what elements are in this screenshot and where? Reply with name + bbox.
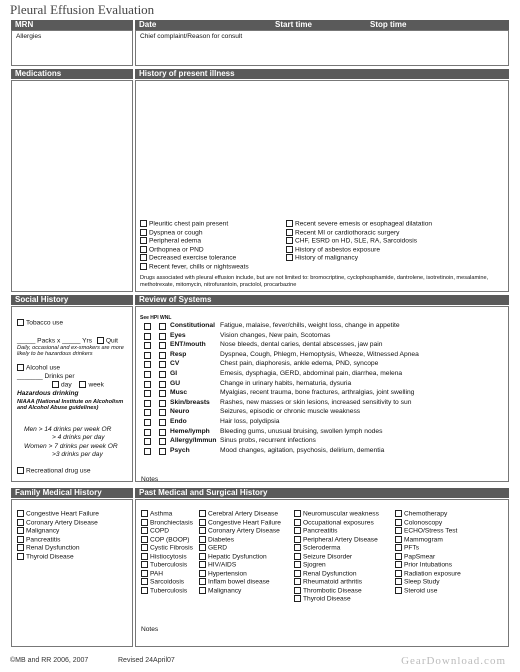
pmh-item[interactable]: Sjogren: [294, 561, 379, 570]
pmh-item[interactable]: ECHO/Stress Test: [395, 527, 461, 536]
hazardous-title: Hazardous drinking: [17, 390, 79, 397]
niaaa-note: NIAAA (National Institute on Alcoholism and Alcohol Abuse guidelines): [17, 399, 124, 412]
ros-description: Mood changes, agitation, psychosis, delirium, dementia: [220, 446, 385, 454]
ros-notes-label: Notes: [141, 476, 159, 483]
pmh-item[interactable]: Thrombotic Disease: [294, 587, 379, 596]
checkbox-icon[interactable]: [144, 429, 151, 436]
checkbox-icon[interactable]: [140, 229, 147, 236]
checkbox-icon[interactable]: [144, 438, 151, 445]
drugs-note: Drugs associated with pleural effusion include, but are not limited to: bromocriptine, cyclophosphamide, dantrolene, isotretinoin, mesalamine, methotrexate, mitomycin, nitrofurantoin, practolol, procarbazine: [140, 275, 489, 288]
pmh-item[interactable]: Colonoscopy: [395, 519, 461, 528]
hpi-item[interactable]: Decreased exercise tolerance: [140, 254, 249, 263]
checkbox-icon[interactable]: [144, 352, 151, 359]
hpi-item[interactable]: CHF, ESRD on HD, SLE, RA, Sarcoidosis: [286, 237, 432, 246]
hpi-item[interactable]: History of malignancy: [286, 254, 432, 263]
pmh-item[interactable]: Bronchiectasis: [141, 519, 193, 528]
checkbox-icon[interactable]: [395, 578, 402, 585]
checkbox-icon[interactable]: [286, 246, 293, 253]
checkbox-icon[interactable]: [17, 553, 24, 560]
revised-date: Revised 24April07: [118, 657, 175, 664]
pmh-item[interactable]: Hepatic Dysfunction: [199, 553, 281, 562]
pmh-item[interactable]: GERD: [199, 544, 281, 553]
page-title: Pleural Effusion Evaluation: [10, 2, 155, 17]
ros-description: Hair loss, polydipsia: [220, 418, 280, 425]
checkbox-icon[interactable]: [199, 561, 206, 568]
checkbox-icon[interactable]: [141, 519, 148, 526]
pmh-item[interactable]: Cystic Fibrosis: [141, 544, 193, 553]
checkbox-icon[interactable]: [294, 595, 301, 602]
ros-label: ENT/mouth: [170, 341, 206, 349]
checkbox-icon[interactable]: [159, 352, 166, 359]
copyright: ©MB and RR 2006, 2007: [10, 657, 89, 664]
checkbox-icon[interactable]: [52, 381, 59, 388]
checkbox-icon[interactable]: [17, 519, 24, 526]
checkbox-icon[interactable]: [294, 544, 301, 551]
ros-label: Neuro: [170, 408, 190, 416]
ros-description: Fatigue, malaise, fever/chills, weight loss, change in appetite: [220, 322, 400, 329]
pmh-item[interactable]: COPD: [141, 527, 193, 536]
checkbox-icon[interactable]: [17, 544, 24, 551]
checkbox-icon[interactable]: [144, 342, 151, 349]
checkbox-icon[interactable]: [144, 323, 151, 330]
pmh-item[interactable]: PAH: [141, 570, 193, 579]
pmh-item[interactable]: Renal Dysfunction: [294, 570, 379, 579]
social-history-box[interactable]: [11, 306, 133, 482]
ros-label: Endo: [170, 418, 187, 425]
pmh-item[interactable]: Peripheral Artery Disease: [294, 536, 379, 545]
checkbox-icon[interactable]: [395, 561, 402, 568]
pmh-column-4: [395, 510, 461, 595]
checkbox-icon[interactable]: [294, 561, 301, 568]
checkbox-icon[interactable]: [144, 371, 151, 378]
pmh-item[interactable]: Prior Intubations: [395, 561, 461, 570]
checkbox-icon[interactable]: [294, 527, 301, 534]
pmh-header: Past Medical and Surgical History: [135, 488, 509, 498]
pmh-item[interactable]: Mammogram: [395, 536, 461, 545]
pmh-column-3: [294, 510, 379, 604]
checkbox-icon[interactable]: [199, 553, 206, 560]
checkbox-icon[interactable]: [159, 323, 166, 330]
checkbox-icon[interactable]: [141, 544, 148, 551]
ros-description: Rashes, new masses or skin lesions, increased sensitivity to sun: [220, 398, 412, 406]
medications-box[interactable]: [11, 80, 133, 292]
checkbox-icon[interactable]: [17, 364, 24, 371]
pmh-item[interactable]: Sarcoidosis: [141, 578, 193, 587]
ros-description: Seizures, episodic or chronic muscle weakness: [220, 408, 361, 416]
mrn-header: MRN: [11, 20, 133, 30]
women-guideline-2: >3 drinks per day: [52, 451, 103, 458]
pmh-item[interactable]: PFTs: [395, 544, 461, 553]
hpi-item[interactable]: Peripheral edema: [140, 237, 249, 246]
checkbox-icon[interactable]: [395, 536, 402, 543]
checkbox-icon[interactable]: [17, 319, 24, 326]
ros-description: Bleeding gums, unusual bruising, swollen lymph nodes: [220, 427, 383, 435]
checkbox-icon[interactable]: [294, 536, 301, 543]
checkbox-icon[interactable]: [144, 333, 151, 340]
checkbox-icon[interactable]: [294, 510, 301, 517]
ros-description: Chest pain, diaphoresis, ankle edema, PND, syncope: [220, 360, 379, 368]
checkbox-icon[interactable]: [199, 587, 206, 594]
social-history-header: Social History: [11, 295, 133, 305]
family-item[interactable]: Malignancy: [17, 527, 99, 536]
pmh-item[interactable]: Radiation exposure: [395, 570, 461, 579]
checkbox-icon[interactable]: [141, 536, 148, 543]
checkbox-icon[interactable]: [159, 438, 166, 445]
ros-description: Sinus probs, recurrent infections: [220, 437, 316, 445]
pmh-item[interactable]: Pancreatitis: [294, 527, 379, 536]
smoker-note: Daily, occasional and ex-smokers are more likely to be hazardous drinkers: [17, 345, 124, 358]
checkbox-icon[interactable]: [199, 536, 206, 543]
ros-label: GU: [170, 379, 181, 387]
pmh-item[interactable]: PapSmear: [395, 553, 461, 562]
hpi-item[interactable]: Recent MI or cardiothoracic surgery: [286, 229, 432, 238]
pmh-column-2: [199, 510, 281, 595]
ros-description: Vision changes, New pain, Scotomas: [220, 331, 331, 339]
family-item[interactable]: Pancreatitis: [17, 536, 99, 545]
packs-row[interactable]: _____ Packs x _____ Yrs Quit: [17, 337, 118, 345]
checkbox-icon[interactable]: [159, 400, 166, 407]
checkbox-icon[interactable]: [395, 527, 402, 534]
pmh-notes-label: Notes: [141, 626, 159, 633]
day-week-row[interactable]: day week: [52, 381, 104, 389]
checkbox-icon[interactable]: [144, 361, 151, 368]
pmh-item[interactable]: Seizure Disorder: [294, 553, 379, 562]
ros-label: Allergy/Immun: [170, 437, 217, 445]
checkbox-icon[interactable]: [286, 229, 293, 236]
pmh-item[interactable]: COP (BOOP): [141, 536, 193, 545]
ros-label: CV: [170, 360, 180, 368]
ros-label: Musc: [170, 389, 188, 397]
checkbox-icon[interactable]: [17, 467, 24, 474]
ros-label: Eyes: [170, 331, 186, 339]
pmh-box[interactable]: [135, 499, 509, 647]
chief-complaint-box[interactable]: [135, 30, 509, 66]
recreational-row[interactable]: Recreational drug use: [17, 467, 91, 475]
checkbox-icon[interactable]: [199, 519, 206, 526]
pmh-item[interactable]: Histiocytosis: [141, 553, 193, 562]
pmh-item[interactable]: Diabetes: [199, 536, 281, 545]
checkbox-icon[interactable]: [141, 587, 148, 594]
hpi-box[interactable]: [135, 80, 509, 292]
ros-description: Emesis, dysphagia, GERD, abdominal pain, diarrhea, melena: [220, 370, 403, 377]
checkbox-icon[interactable]: [395, 570, 402, 577]
checkbox-icon[interactable]: [159, 419, 166, 426]
ros-label: Constitutional: [170, 322, 215, 329]
allergies-box[interactable]: [11, 30, 133, 66]
checkbox-icon[interactable]: [286, 254, 293, 261]
pmh-item[interactable]: Scleroderma: [294, 544, 379, 553]
hpi-item[interactable]: Orthopnea or PND: [140, 246, 249, 255]
ros-label: Resp: [170, 350, 187, 358]
checkbox-icon[interactable]: [159, 371, 166, 378]
checkbox-icon[interactable]: [294, 519, 301, 526]
checkbox-icon[interactable]: [159, 361, 166, 368]
checkbox-icon[interactable]: [199, 510, 206, 517]
family-item[interactable]: Congestive Heart Failure: [17, 510, 99, 519]
men-guideline-2: > 4 drinks per day: [52, 434, 105, 441]
checkbox-icon[interactable]: [141, 561, 148, 568]
checkbox-icon[interactable]: [17, 527, 24, 534]
checkbox-icon[interactable]: [141, 553, 148, 560]
hpi-item[interactable]: Dyspnea or cough: [140, 229, 249, 238]
pmh-item[interactable]: Inflam bowel disease: [199, 578, 281, 587]
checkbox-icon[interactable]: [140, 237, 147, 244]
checkbox-icon[interactable]: [140, 220, 147, 227]
checkbox-icon[interactable]: [141, 527, 148, 534]
stop-time-label: Stop time: [370, 20, 407, 29]
ros-label: Psych: [170, 446, 190, 454]
checkbox-icon[interactable]: [294, 570, 301, 577]
form-frame: [11, 20, 509, 650]
allergies-label: Allergies: [16, 33, 42, 40]
checkbox-icon[interactable]: [395, 553, 402, 560]
checkbox-icon[interactable]: [395, 587, 402, 594]
ros-description: Dyspnea, Cough, Phlegm, Hemoptysis, Wheeze, Witnessed Apnea: [220, 350, 419, 358]
hpi-right-list: [286, 220, 432, 263]
pmh-item[interactable]: Tuberculosis: [141, 587, 193, 596]
pmh-item[interactable]: Occupational exposures: [294, 519, 379, 528]
pmh-item[interactable]: Neuromuscular weakness: [294, 510, 379, 519]
hpi-item[interactable]: Recent fever, chills or nightsweats: [140, 263, 249, 272]
checkbox-icon[interactable]: [395, 519, 402, 526]
checkbox-icon[interactable]: [97, 337, 104, 344]
checkbox-icon[interactable]: [144, 448, 151, 455]
drinks-per-row[interactable]: _______ Drinks per: [17, 373, 75, 380]
checkbox-icon[interactable]: [140, 254, 147, 261]
family-history-box[interactable]: [11, 499, 133, 647]
checkbox-icon[interactable]: [395, 544, 402, 551]
women-guideline: Women > 7 drinks per week OR: [24, 443, 118, 450]
ros-header: Review of Systems: [135, 295, 509, 305]
checkbox-icon[interactable]: [144, 381, 151, 388]
medications-header: Medications: [11, 69, 133, 79]
men-guideline: Men > 14 drinks per week OR: [24, 426, 112, 433]
checkbox-icon[interactable]: [140, 246, 147, 253]
ros-description: Myalgias, recent trauma, bone fractures, arthralgias, joint swelling: [220, 389, 415, 397]
checkbox-icon[interactable]: [144, 390, 151, 397]
checkbox-icon[interactable]: [294, 587, 301, 594]
checkbox-icon[interactable]: [159, 333, 166, 340]
checkbox-icon[interactable]: [199, 570, 206, 577]
pmh-item[interactable]: Cerebral Artery Disease: [199, 510, 281, 519]
hpi-header: History of present illness: [135, 69, 509, 79]
checkbox-icon[interactable]: [294, 553, 301, 560]
checkbox-icon[interactable]: [144, 400, 151, 407]
checkbox-icon[interactable]: [140, 263, 147, 270]
checkbox-icon[interactable]: [141, 570, 148, 577]
hpi-item[interactable]: History of asbestos exposure: [286, 246, 432, 255]
pmh-item[interactable]: Rheumatoid arthritis: [294, 578, 379, 587]
ros-label: Skin/breasts: [170, 398, 210, 406]
pmh-item[interactable]: Steroid use: [395, 587, 461, 596]
checkbox-icon[interactable]: [159, 342, 166, 349]
date-header: [135, 20, 509, 30]
family-item[interactable]: Coronary Artery Disease: [17, 519, 99, 528]
checkbox-icon[interactable]: [159, 381, 166, 388]
checkbox-icon[interactable]: [144, 419, 151, 426]
watermark: GearDownload.com: [401, 655, 506, 667]
family-item[interactable]: Thyroid Disease: [17, 553, 99, 562]
checkbox-icon[interactable]: [141, 578, 148, 585]
checkbox-icon[interactable]: [199, 578, 206, 585]
family-history-header: Family Medical History: [11, 488, 133, 498]
checkbox-icon[interactable]: [199, 527, 206, 534]
checkbox-icon[interactable]: [286, 237, 293, 244]
pmh-column-1: [141, 510, 193, 595]
pmh-item[interactable]: Coronary Artery Disease: [199, 527, 281, 536]
ros-label: GI: [170, 370, 178, 377]
checkbox-icon[interactable]: [79, 381, 86, 388]
checkbox-icon[interactable]: [159, 390, 166, 397]
pmh-item[interactable]: Thyroid Disease: [294, 595, 379, 604]
ros-description: Change in urinary habits, hematuria, dysuria: [220, 379, 352, 387]
pmh-item[interactable]: Hypertension: [199, 570, 281, 579]
pmh-item[interactable]: Chemotherapy: [395, 510, 461, 519]
alcohol-row[interactable]: Alcohol use: [17, 364, 60, 372]
checkbox-icon[interactable]: [199, 544, 206, 551]
checkbox-icon[interactable]: [141, 510, 148, 517]
family-list: [17, 510, 99, 561]
checkbox-icon[interactable]: [17, 536, 24, 543]
pmh-item[interactable]: Malignancy: [199, 587, 281, 596]
hpi-left-list: [140, 220, 249, 271]
checkbox-icon[interactable]: [395, 510, 402, 517]
pmh-item[interactable]: Tuberculosis: [141, 561, 193, 570]
checkbox-icon[interactable]: [286, 220, 293, 227]
tobacco-row[interactable]: Tobacco use: [17, 319, 63, 327]
start-time-label: Start time: [275, 20, 312, 29]
ros-col-header: See HPI WNL: [140, 315, 172, 321]
pmh-item[interactable]: Sleep Study: [395, 578, 461, 587]
pmh-item[interactable]: Congestive Heart Failure: [199, 519, 281, 528]
ros-description: Nose bleeds, dental caries, dental abscesses, jaw pain: [220, 341, 383, 349]
checkbox-icon[interactable]: [17, 510, 24, 517]
pmh-item[interactable]: HIV/AIDS: [199, 561, 281, 570]
ros-box[interactable]: [135, 306, 509, 482]
checkbox-icon[interactable]: [159, 409, 166, 416]
pmh-item[interactable]: Asthma: [141, 510, 193, 519]
checkbox-icon[interactable]: [159, 448, 166, 455]
hpi-item[interactable]: Recent severe emesis or esophageal dilatation: [286, 220, 432, 229]
date-label: Date: [139, 20, 157, 29]
checkbox-icon[interactable]: [294, 578, 301, 585]
chief-complaint-label: Chief complaint/Reason for consult: [140, 33, 243, 40]
ros-label: Heme/lymph: [170, 427, 210, 435]
family-item[interactable]: Renal Dysfunction: [17, 544, 99, 553]
checkbox-icon[interactable]: [144, 409, 151, 416]
hpi-item[interactable]: Pleuritic chest pain present: [140, 220, 249, 229]
checkbox-icon[interactable]: [159, 429, 166, 436]
